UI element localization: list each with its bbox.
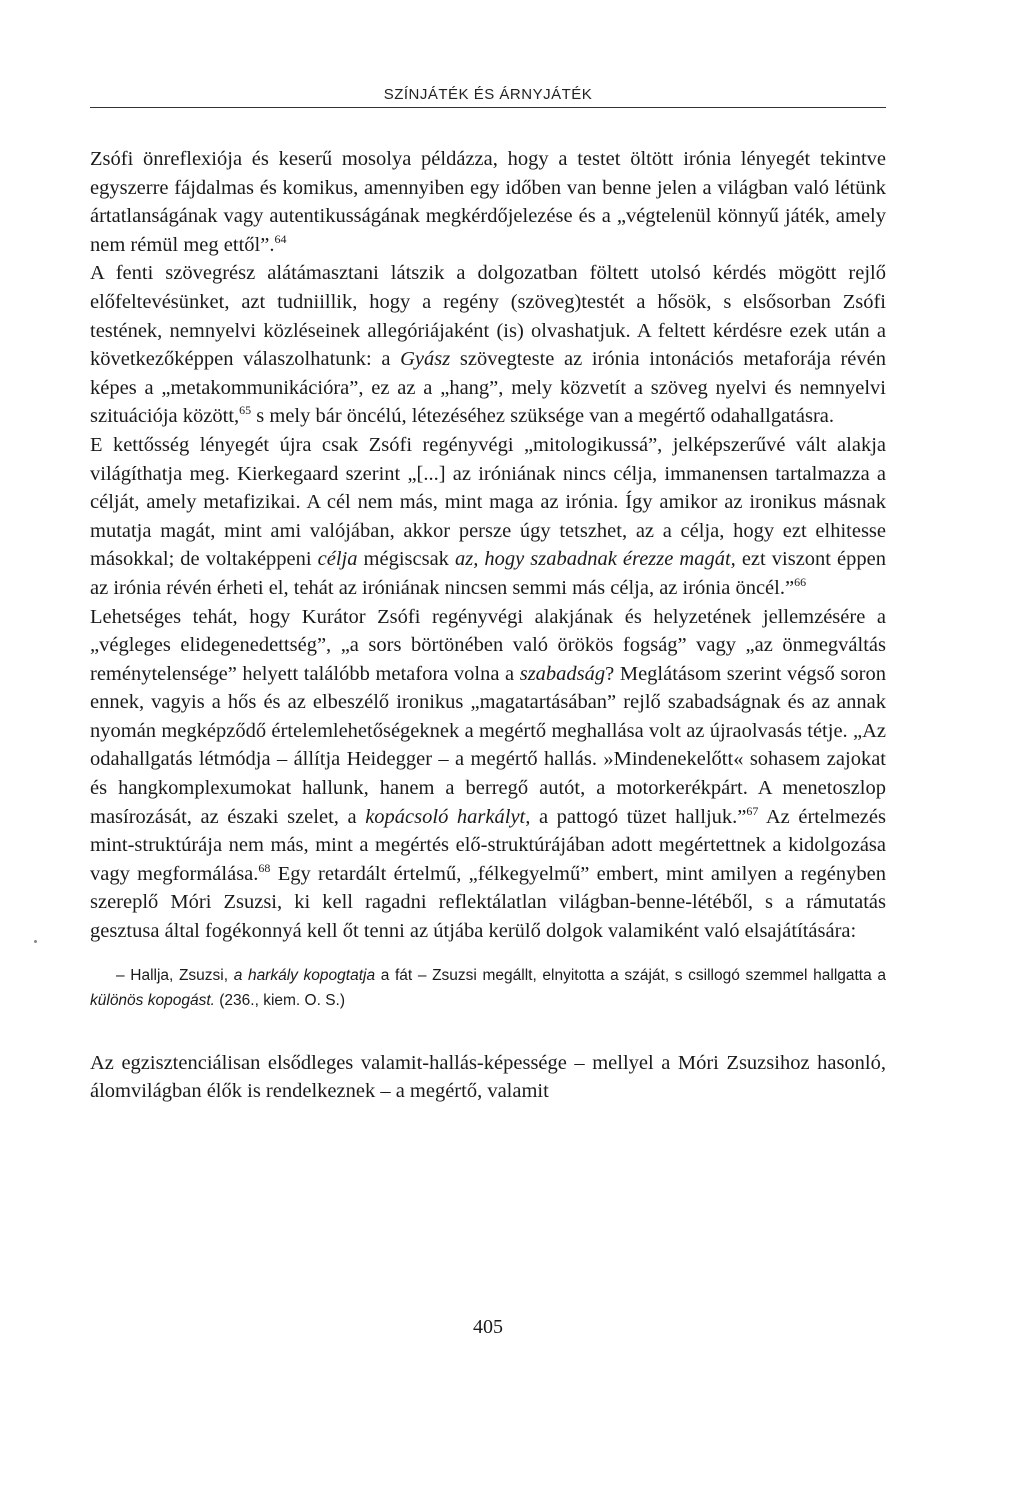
text-run: (236., kiem. O. S.): [214, 991, 346, 1009]
paragraph-3: [90, 431, 886, 603]
italic-emphasis: a harkály kopogtatja: [233, 966, 376, 984]
page-number: 405: [473, 1316, 503, 1338]
running-header: SZÍNJÁTÉK ÉS ÁRNYJÁTÉK: [383, 86, 593, 103]
text-run: A fenti szövegrész alátámasztani látszik a dolgozatban föltett utolsó kérdés mögött rejlő előfeltevésünket, azt tudniillik, hogy a regény (szöveg)testét a hősök, s elsősorban Zsófi testének, nemnyelvi közléseinek allegóriájaként (is) olvashatjuk. A feltett kérdésre ezek után a következőképpen válaszolhatunk: a: [90, 262, 886, 371]
italic-emphasis: szabadság: [519, 662, 606, 685]
paragraph-1: [90, 145, 886, 259]
text-run: a fát – Zsuzsi megállt, elnyitotta a száját, s csillogó szemmel hallgatta a: [375, 966, 886, 984]
italic-title: Gyász: [400, 348, 451, 371]
text-run: Egy retardált értelmű, „félkegyelmű” embert, mint amilyen a regényben szereplő Móri Zsuzsi, ki kell ragadni reflektálatlan világban-benne-létéből, s a rámutatás gesztusa által fogékonnyá kell őt tenni az útjába kerülő dolgok valamiként való elsajátítására:: [90, 862, 886, 943]
text-run: Zsófi önreflexiója és keserű mosolya példázza, hogy a testet öltött irónia lényegét tekintve egyszerre fájdalmas és komikus, amennyiben egy időben van benne jelen a világban való létünk ártatlanságának vagy autentikusságának megkérdőjelezése és a „végtelenül könnyű játék, amely nem rémül meg ettől”.: [90, 148, 886, 256]
text-run: Az egzisztenciálisan elsődleges valamit-hallás-képessége – mellyel a Móri Zsuzsihoz hasonló, álomvilágban élők is rendelkeznek – a megértő, valamit: [90, 1051, 886, 1103]
block-quote: [90, 963, 886, 1013]
text-run: mégiscsak: [357, 548, 455, 571]
italic-emphasis: különös kopogást.: [90, 991, 215, 1009]
footnote-ref[interactable]: 65: [239, 403, 252, 418]
margin-mark: [34, 940, 37, 943]
italic-emphasis: kopácsoló harkályt,: [365, 805, 531, 828]
paragraph-2: [90, 259, 886, 431]
footnote-ref[interactable]: 66: [794, 575, 807, 590]
text-run: a pattogó tüzet halljuk.”: [530, 805, 747, 828]
italic-emphasis: célja: [317, 548, 358, 571]
text-run: ? Meglátásom szerint végső soron ennek, vagyis a hős és az elbeszélő ironikus „magatartásában” rejlő szabadságnak és az annak nyomán megképződő értelemlehetőségeknek a megértő meghallása volt az újraolvasás tétje. „Az odahallgatás létmódja – állítja Heidegger – a megértő hallás. »Mindenekelőtt« sohasem zajokat és hangkomplexumokat hallunk, hanem a berregő autót, a motorkerékpárt. A menetoszlop masírozását, az északi szelet, a: [90, 662, 886, 828]
footnote-ref[interactable]: 64: [274, 231, 287, 246]
footnote-ref[interactable]: 67: [746, 803, 759, 818]
paragraph-5: [90, 1049, 886, 1106]
footnote-ref[interactable]: 68: [258, 861, 271, 876]
text-run: s mely bár öncélú, létezéséhez szüksége van a megértő odahallgatásra.: [251, 405, 835, 428]
text-run: Az értelmezés mint-struktúrája nem más, mint a megértés elő-struktúrájában adott megértettnek a kidolgozása vagy megformálása.: [90, 805, 886, 885]
text-run: szövegteste az irónia intonációs metaforája révén képes a „metakommunikációra”, ez az a „hang”, mely közvetít a szöveg nyelvi és nemnyelvi szituációja között,: [90, 348, 886, 428]
text-run: ezt viszont éppen az irónia révén érheti el, tehát az iróniának nincsen semmi más célja, az irónia öncél.”: [90, 548, 886, 599]
text-run: – Hallja, Zsuzsi,: [116, 966, 234, 984]
body-text: [90, 145, 886, 1106]
text-run: E kettősség lényegét újra csak Zsófi regényvégi „mitologikussá”, jelképszerűvé vált alakja világíthatja meg. Kierkegaard szerint „[...] az iróniának nincs célja, immanensen tartalmazza a célját, amely metafizikai. A cél nem más, mint maga az irónia. Így amikor az ironikus másnak mutatja magát, mint ami valójában, akkor persze úgy tetszhet, az a célja, hogy ezt elhitesse másokkal; de voltaképpeni: [90, 433, 886, 571]
italic-emphasis: az, hogy szabadnak érezze magát,: [454, 548, 736, 571]
header-rule: [90, 107, 886, 108]
text-run: Lehetséges tehát, hogy Kurátor Zsófi regényvégi alakjának és helyzetének jellemzésére a „végleges elidegenedettség”, „a sors börtönében való örökös fogság” vagy „az önmegváltás reménytelensége” helyett találóbb metafora volna a: [90, 605, 886, 685]
paragraph-4: [90, 603, 886, 946]
